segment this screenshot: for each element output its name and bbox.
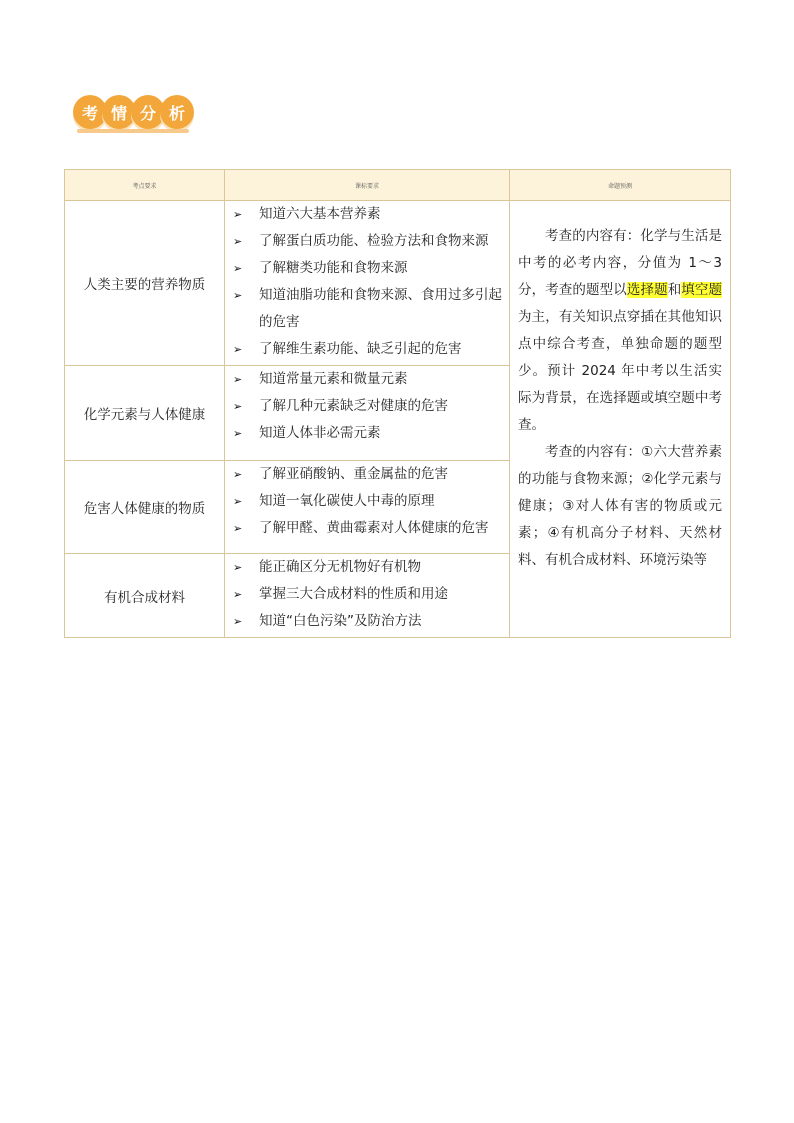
topic-cell: 人类主要的营养物质 [65,201,225,366]
analysis-table [64,169,731,638]
header-cell: 课标要求 [225,170,510,201]
requirement-text: 知道人体非必需元素 [259,425,381,441]
badge-char: 析 [160,95,194,129]
arrow-bullet-icon: ➢ [233,561,243,574]
requirement-text: 了解糖类功能和食物来源 [259,260,408,276]
prediction-paragraph-2: 考查的内容有：①六大营养素的功能与食物来源；②化学元素与健康；③对人体有害的物质或元素；④有机高分子材料、天然材料、有机合成材料、环境污染等 [518,444,722,568]
table-header-row [65,170,731,201]
highlight: 选择题 [626,282,668,298]
arrow-bullet-icon: ➢ [233,373,243,386]
prediction-paragraph-1: 考查的内容有：化学与生活是中考的必考内容，分值为 1～3分，考查的题型以选择题和填空题为主，有关知识点穿插在其他知识点中综合考查，单独命题的题型少。预计 2024 年中考以生活实际为背景，在选择题或填空题中考查。 [518,228,723,433]
requirement-text: 能正确区分无机物好有机物 [259,559,421,575]
arrow-bullet-icon: ➢ [233,427,243,440]
arrow-bullet-icon: ➢ [233,495,243,508]
list-item [233,515,503,542]
requirement-text: 知道油脂功能和食物来源、食用过多引起的危害 [259,287,502,330]
badge-char: 考 [73,95,107,129]
badge-underline [77,129,189,133]
requirement-text: 了解几种元素缺乏对健康的危害 [259,398,448,414]
list-item [233,366,503,393]
arrow-bullet-icon: ➢ [233,262,243,275]
requirement-text: 知道常量元素和微量元素 [259,371,408,387]
list-item [233,420,503,447]
requirement-text: 知道六大基本营养素 [259,206,381,222]
requirements-cell [225,366,510,461]
requirement-text: 了解亚硝酸钠、重金属盐的危害 [259,466,448,482]
header-cell: 考点要求 [65,170,225,201]
badge-char: 分 [131,95,165,129]
arrow-bullet-icon: ➢ [233,235,243,248]
list-item [233,201,503,228]
header-cell: 命题预测 [510,170,731,201]
section-badge [73,95,198,135]
requirement-text: 了解甲醛、黄曲霉素对人体健康的危害 [259,520,489,536]
list-item [233,282,503,336]
requirements-cell [225,201,510,366]
requirements-cell [225,554,510,638]
table-row [65,201,731,366]
list-item [233,488,503,515]
requirement-text: 掌握三大合成材料的性质和用途 [259,586,448,602]
badge-char: 情 [102,95,136,129]
arrow-bullet-icon: ➢ [233,522,243,535]
arrow-bullet-icon: ➢ [233,343,243,356]
arrow-bullet-icon: ➢ [233,289,243,302]
topic-cell: 化学元素与人体健康 [65,366,225,461]
arrow-bullet-icon: ➢ [233,588,243,601]
requirements-cell [225,461,510,554]
requirement-text: 了解维生素功能、缺乏引起的危害 [259,341,462,357]
list-item [233,255,503,282]
list-item [233,393,503,420]
list-item [233,581,503,608]
topic-cell: 有机合成材料 [65,554,225,638]
arrow-bullet-icon: ➢ [233,400,243,413]
requirement-text: 知道“白色污染”及防治方法 [259,613,422,629]
topic-cell: 危害人体健康的物质 [65,461,225,554]
arrow-bullet-icon: ➢ [233,208,243,221]
list-item [233,336,503,363]
prediction-cell [510,201,731,638]
list-item [233,554,503,581]
requirement-text: 知道一氧化碳使人中毒的原理 [259,493,435,509]
list-item [233,608,503,635]
arrow-bullet-icon: ➢ [233,468,243,481]
list-item [233,461,503,488]
arrow-bullet-icon: ➢ [233,615,243,628]
highlight: 填空题 [681,282,723,298]
list-item [233,228,503,255]
requirement-text: 了解蛋白质功能、检验方法和食物来源 [259,233,489,249]
